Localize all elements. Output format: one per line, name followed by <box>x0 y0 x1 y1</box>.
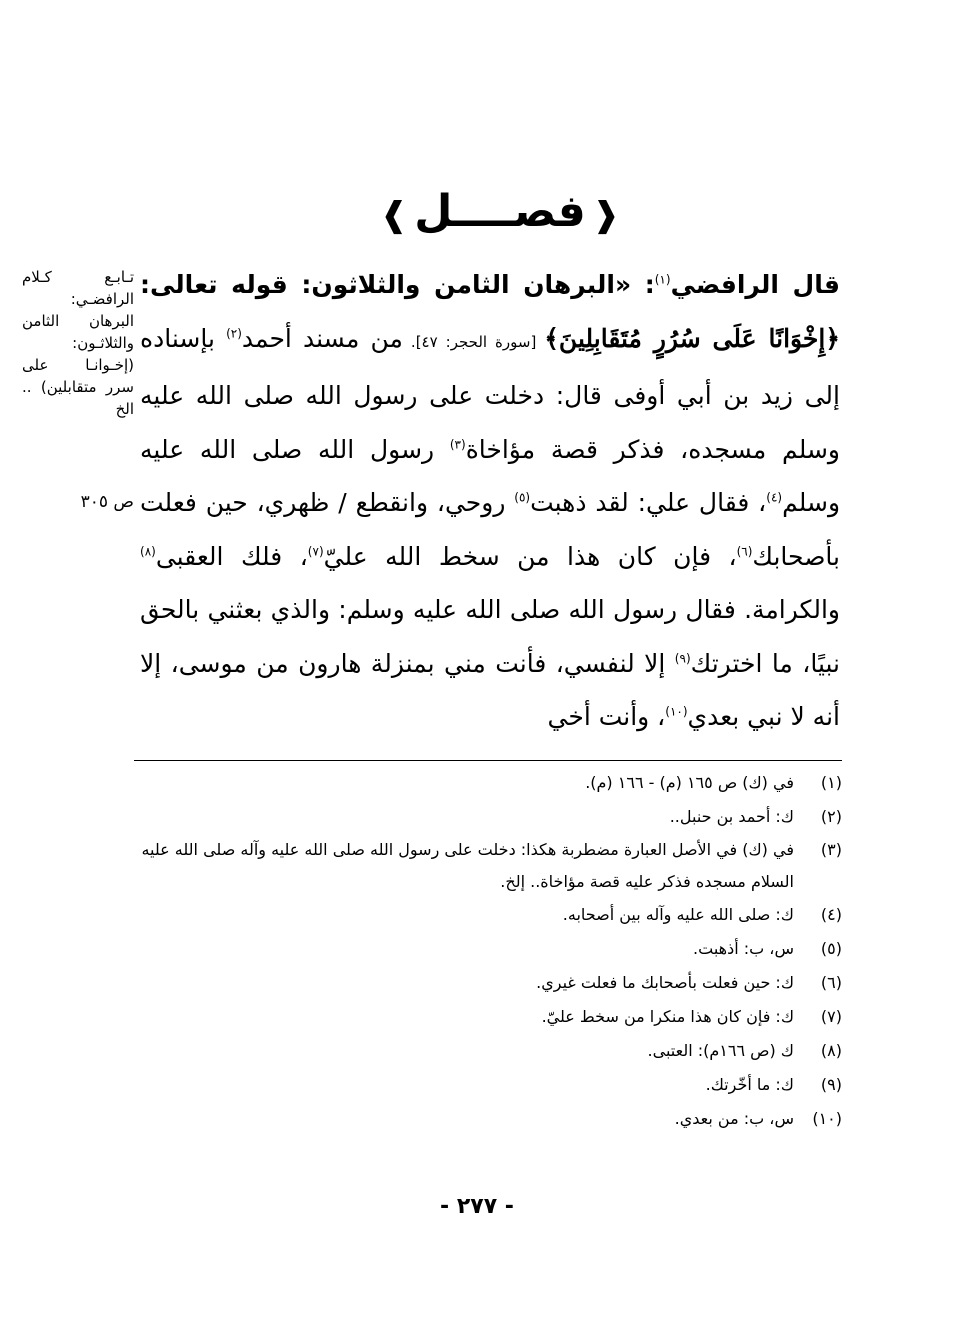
margin-note: تـابـع كـلام الرافضـي: البرهان الثامن والثلاثـون: (إخـوانـا على سرر متقابلين) .. الخ <box>22 268 134 418</box>
footnote-ref-7: (٧) <box>307 544 324 559</box>
footnote-number: (١) <box>820 773 842 792</box>
text-segment-4: ، فقال علي: لقد ذهبت <box>530 488 767 517</box>
footnote-ref-4: (٤) <box>766 490 783 505</box>
footnote-ref-1: (١) <box>654 272 671 287</box>
page-number: - ٢٧٧ - <box>440 1194 514 1219</box>
footnote-number: (١٠) <box>812 1109 842 1128</box>
footnote-number: (٩) <box>820 1075 842 1094</box>
heading-speaker: قال الرافضي <box>670 270 840 299</box>
text-segment-9: إلا لنفسي، فأنت مني بمنزلة هارون من موسى، إلا أنه لا نبي بعدي <box>140 648 840 731</box>
footnote-divider <box>134 760 842 761</box>
footnote-item <box>134 1034 842 1068</box>
footnote-text: س، ب: من بعدي. <box>674 1109 794 1128</box>
footnote-item <box>134 1068 842 1102</box>
footnote-ref-9: (٩) <box>674 651 691 666</box>
text-segment-10: ، وأنت أخي <box>547 702 666 731</box>
footnote-number: (٤) <box>820 905 842 924</box>
footnote-text: ك: أحمد بن حنبل.. <box>669 807 794 826</box>
margin-page-reference: ص ٣٠٥ <box>80 492 134 512</box>
text-segment-8: والكرامة. فقال رسول الله صلى الله عليه وسلم: والذي بعثني بالحق نبيًا، ما اخترتك <box>140 595 840 678</box>
footnote-item <box>134 898 842 932</box>
text-segment-6: ، فإن كان هذا من سخط الله عليّ <box>323 541 737 571</box>
chapter-title <box>0 182 954 245</box>
footnote-item <box>134 1000 842 1034</box>
footnote-text: ك: فإن كان هذا منكرا من سخط عليّ. <box>541 1007 794 1026</box>
footnote-number: (٨) <box>820 1041 842 1060</box>
footnote-text: في (ك) في الأصل العبارة مضطربة هكذا: دخلت على رسول الله صلى الله عليه وآله صلى الله عليه السلام مسجده فذكر عليه قصة مؤاخاة.. إلخ. <box>141 840 794 891</box>
footnote-ref-2: (٢) <box>226 326 242 341</box>
footnotes-list <box>134 766 842 1136</box>
heading-rest: : «البرهان الثامن والثلاثون: قوله تعالى: <box>140 270 655 299</box>
chapter-title-text: فصــــل <box>414 186 586 237</box>
main-text <box>140 258 840 744</box>
footnote-text: في (ك) ص ١٦٥ (م) - ١٦٦ (م). <box>585 773 794 792</box>
footnote-text: ك: ما أخّرتك. <box>705 1075 794 1094</box>
text-segment-5: روحي، وانقطع / ظهري، حين فعلت بأصحابك <box>140 488 840 571</box>
text-segment-3: رسول الله صلى الله عليه وسلم <box>140 434 841 517</box>
ornament-right-icon: ❰ <box>591 195 621 235</box>
footnote-text: ك (ص ١٦٦م): العتبى. <box>647 1041 794 1060</box>
footnote-number: (٥) <box>820 939 842 958</box>
footnote-item <box>134 932 842 966</box>
text-segment-2: بإسناده إلى زيد بن أبي أوفى قال: دخلت على رسول الله صلى الله عليه وسلم مسجده، فذكر قصة مؤاخاة <box>140 323 840 464</box>
footnote-ref-3: (٣) <box>449 437 466 452</box>
footnote-number: (٧) <box>820 1007 842 1026</box>
footnote-text: س، ب: أذهبت. <box>693 939 794 958</box>
footnote-ref-5: (٥) <box>514 490 531 505</box>
footnote-item <box>134 966 842 1000</box>
footnote-item <box>134 766 842 800</box>
verse-reference: [سورة الحجر: ٤٧]. <box>402 332 545 351</box>
footnote-item <box>134 834 842 898</box>
footnote-item <box>134 1102 842 1136</box>
text-segment-7: ، فلك العقبى <box>155 541 308 571</box>
text-segment-1: من مسند أحمد <box>241 323 403 353</box>
footnote-number: (٣) <box>820 840 842 859</box>
footnote-item <box>134 800 842 834</box>
footnote-ref-10: (١٠) <box>665 704 688 719</box>
footnote-ref-8: (٨) <box>140 544 156 559</box>
ornament-left-icon: ❱ <box>379 195 409 235</box>
quran-verse: ﴿إِخْوَانًا عَلَى سُرُرٍ مُتَقَابِلِينَ﴾ <box>544 323 840 353</box>
footnote-number: (٢) <box>820 807 842 826</box>
footnote-text: ك: صلى الله عليه وآله بين أصحابه. <box>562 905 794 924</box>
footnote-ref-6: (٦) <box>736 544 753 559</box>
footnote-number: (٦) <box>820 973 842 992</box>
footnote-text: ك: حين فعلت بأصحابك ما فعلت غيري. <box>536 973 794 992</box>
